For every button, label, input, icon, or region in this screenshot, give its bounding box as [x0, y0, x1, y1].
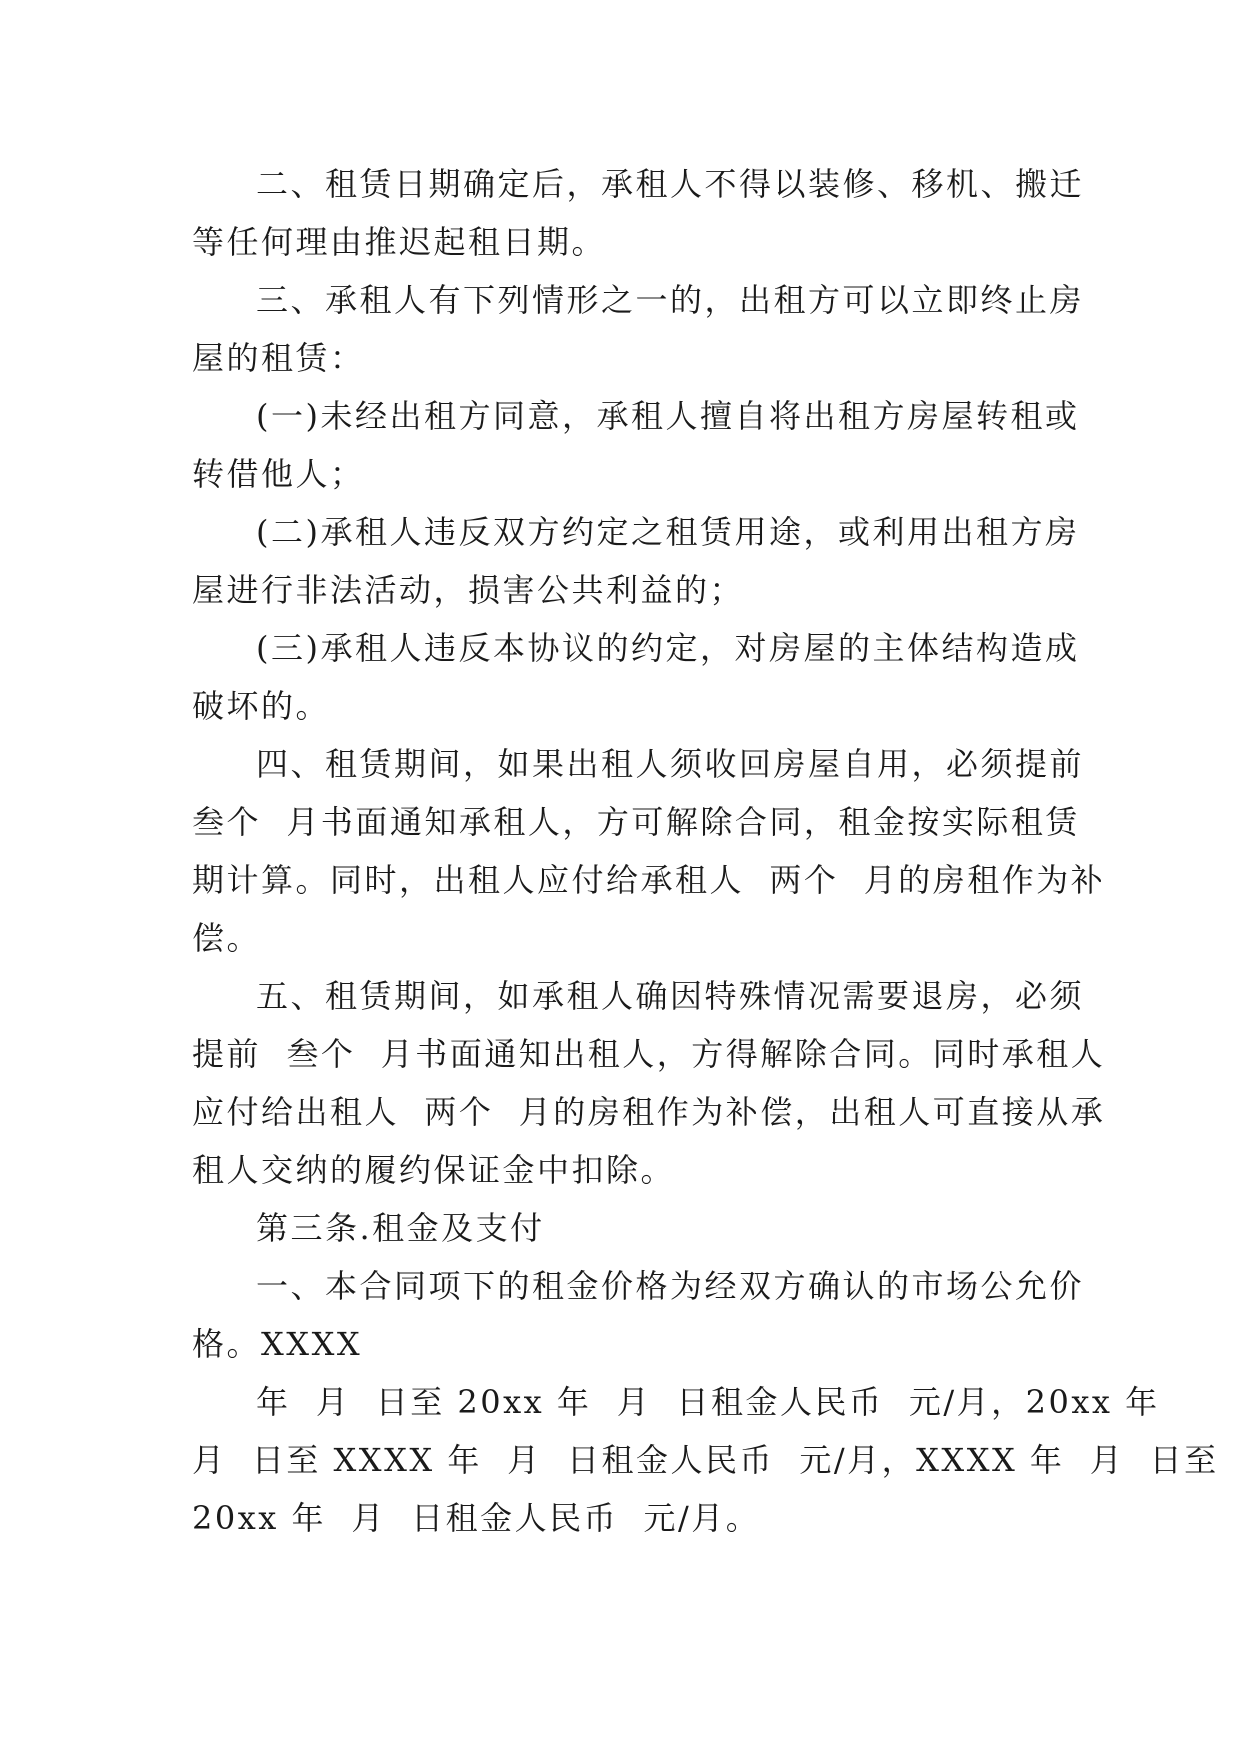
- text-line: 格。XXXX: [192, 1325, 363, 1363]
- text-line: 月 日至 XXXX 年 月 日租金人民币 元/月，XXXX 年 月 日至: [192, 1441, 1219, 1479]
- text-line: 等任何理由推迟起租日期。: [192, 223, 607, 261]
- text-line: 屋的租赁：: [192, 339, 365, 377]
- document-body: [192, 155, 1219, 1547]
- text-line: 二、租赁日期确定后，承租人不得以装修、移机、搬迁: [256, 165, 1085, 203]
- text-line: 三、承租人有下列情形之一的，出租方可以立即终止房: [256, 281, 1085, 319]
- text-line: (一)未经出租方同意，承租人擅自将出租方房屋转租或: [256, 397, 1080, 435]
- text-line: 叁个 月书面通知承租人，方可解除合同，租金按实际租赁: [192, 803, 1080, 841]
- text-line: 提前 叁个 月书面通知出租人，方得解除合同。同时承租人: [192, 1035, 1106, 1073]
- text-line: 租人交纳的履约保证金中扣除。: [192, 1151, 676, 1189]
- text-line: 屋进行非法活动，损害公共利益的；: [192, 571, 745, 609]
- text-line: 年 月 日至 20xx 年 月 日租金人民币 元/月，20xx 年: [256, 1383, 1160, 1421]
- text-line: 应付给出租人 两个 月的房租作为补偿，出租人可直接从承: [192, 1093, 1106, 1131]
- text-line: 偿。: [192, 919, 262, 957]
- text-line: 破坏的。: [192, 687, 331, 725]
- text-line: 20xx 年 月 日租金人民币 元/月。: [192, 1499, 761, 1537]
- text-line: 转借他人；: [192, 455, 365, 493]
- text-line: (二)承租人违反双方约定之租赁用途，或利用出租方房: [256, 513, 1080, 551]
- text-line: 一、本合同项下的租金价格为经双方确认的市场公允价: [256, 1267, 1085, 1305]
- text-line: 期计算。同时，出租人应付给承租人 两个 月的房租作为补: [192, 861, 1106, 899]
- text-line: 五、租赁期间，如承租人确因特殊情况需要退房，必须: [256, 977, 1085, 1015]
- section-heading: 第三条.租金及支付: [256, 1209, 545, 1247]
- text-line: 四、租赁期间，如果出租人须收回房屋自用，必须提前: [256, 745, 1085, 783]
- text-line: (三)承租人违反本协议的约定，对房屋的主体结构造成: [256, 629, 1080, 667]
